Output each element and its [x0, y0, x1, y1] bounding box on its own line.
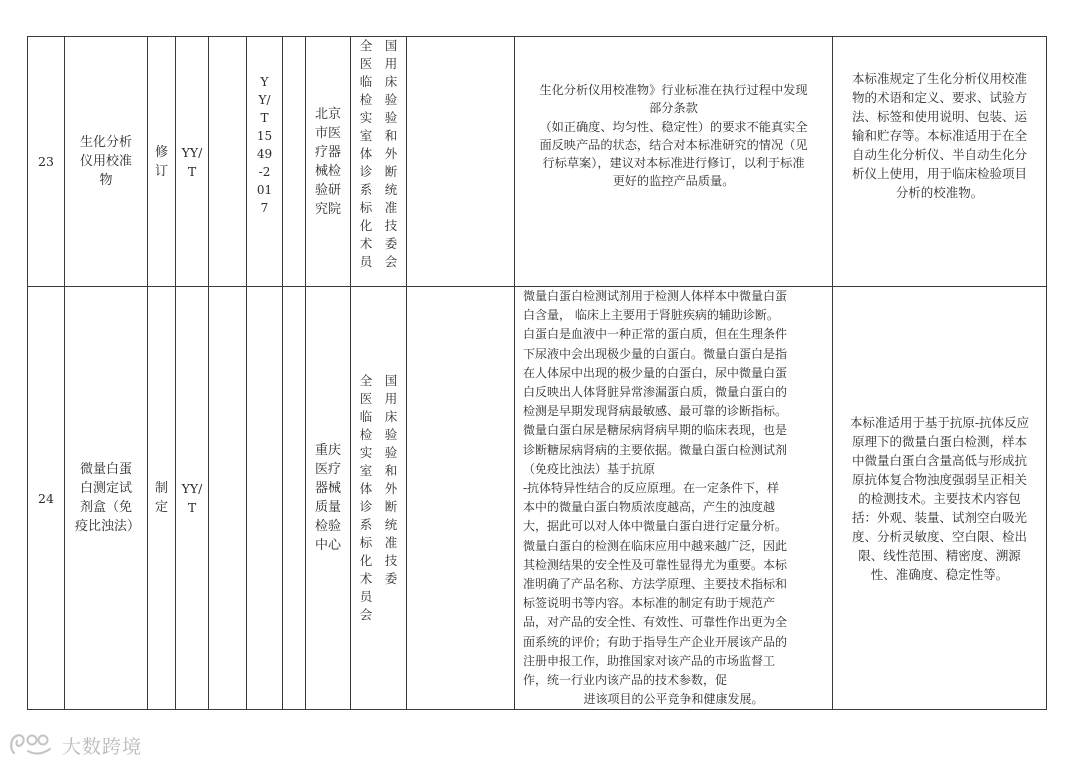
reason-line: 在人体尿中出现的极少量的白蛋白，尿中微量白蛋	[523, 365, 788, 380]
reason-line: 部分条款	[649, 101, 698, 116]
technical-committee	[351, 287, 407, 710]
code-prefix: YY/T	[176, 37, 209, 287]
watermark-text: 大数跨境	[62, 735, 143, 758]
reason-line: 面反映产品的状态，结合对本标准研究的情况（见	[539, 137, 808, 152]
technical-committee	[351, 37, 407, 287]
empty-cell	[407, 287, 515, 710]
standards-table	[27, 36, 1047, 710]
reason-line: 更好的监控产品质量。	[612, 174, 735, 189]
tc-text-right: 国用床验验和外断统准技委会	[384, 38, 398, 269]
standard-number	[247, 287, 283, 710]
row-number: 23	[28, 37, 65, 287]
reason-line: 进该项目的公平竞争和健康发展。	[583, 692, 764, 707]
empty-cell	[209, 287, 247, 710]
revision-reason	[515, 37, 833, 287]
reason-line: 面系统的评价；有助于指导生产企业开展该产品的	[523, 634, 788, 649]
empty-cell	[209, 37, 247, 287]
reason-line: 准明确了产品名称、方法学原理、主要技术指标和	[523, 577, 788, 592]
table-row	[28, 287, 1047, 710]
tc-text-left: 全医临检实室体诊系标化术员	[359, 38, 373, 269]
reason-line: 本中的微量白蛋白物质浓度越高，产生的浊度越	[523, 500, 776, 515]
reason-line: -抗体特异性结合的反应原理。在一定条件下，样	[523, 481, 780, 496]
reason-line: 诊断糖尿病肾病的主要依据。微量白蛋白检测试剂	[523, 442, 788, 457]
tc-column-right	[385, 372, 398, 624]
reason-line: 微量白蛋白的检测在临床应用中越来越广泛，因此	[523, 538, 788, 553]
brand-logo-icon	[8, 731, 56, 759]
reason-line: 微量白蛋白检测试剂用于检测人体样本中微量白蛋	[523, 289, 788, 303]
reason-line: 注册申报工作，助推国家对该产品的市场监督工	[523, 653, 776, 668]
formulation-reason	[515, 287, 833, 710]
standard-name: 生化分析仪用校准物	[65, 37, 148, 287]
reason-line: 标签说明书等内容。本标准的制定有助于规范产	[523, 596, 776, 611]
reason-line: 白含量， 临床上主要用于肾脏疾病的辅助诊断。	[523, 308, 779, 323]
reason-line: 品，对产品的安全性、有效性、可靠性作出更为全	[523, 615, 788, 630]
reason-line: 下尿液中会出现极少量的白蛋白。微量白蛋白是指	[523, 346, 788, 361]
reason-line: 其检测结果的安全性及可靠性显得尤为重要。本标	[523, 557, 788, 572]
reason-line: 作，统一行业内该产品的技术参数，促	[523, 673, 728, 688]
reason-line: （免疫比浊法）基于抗原	[523, 461, 656, 476]
tc-text-right: 国用床验验和外断统准技委	[384, 373, 398, 587]
reason-line: 大，据此可以对人体中微量白蛋白进行定量分析。	[523, 519, 788, 534]
drafting-unit: 重庆医疗器械质量检验中心	[306, 287, 351, 710]
drafting-unit: 北京市医疗器械检验研究院	[306, 37, 351, 287]
empty-cell	[407, 37, 515, 287]
project-type: 修订	[148, 37, 176, 287]
reason-line: 检测是早期发现肾病最敏感、最可靠的诊断指标。	[523, 404, 788, 419]
reason-line: 白蛋白是血液中一种正常的蛋白质，但在生理条件	[523, 327, 788, 342]
standard-scope: 本标准规定了生化分析仪用校准物的术语和定义、要求、试验方法、标签和使用说明、包装、运输和贮存等。本标准适用于在全自动生化分析仪、半自动生化分析仪上使用，用于临床检验项目分析的校准物。	[833, 37, 1047, 287]
code-prefix: YY/T	[176, 287, 209, 710]
standard-number: YY/T 1549-2017	[247, 37, 283, 287]
reason-line: （如正确度、均匀性、稳定性）的要求不能真实全	[539, 119, 808, 134]
empty-cell	[283, 37, 306, 287]
table-row	[28, 37, 1047, 287]
reason-line: 白反映出人体肾脏异常渗漏蛋白质，微量白蛋白的	[523, 385, 788, 400]
project-type: 制定	[148, 287, 176, 710]
standard-name: 微量白蛋白测定试剂盒（免疫比浊法）	[65, 287, 148, 710]
reason-line: 行标草案），建议对本标准进行修订，以利于标准	[542, 156, 805, 171]
tc-column-right	[385, 37, 398, 271]
standard-scope: 本标准适用于基于抗原-抗体反应原理下的微量白蛋白检测，样本中微量白蛋白含量高低与形成抗原抗体复合物浊度强弱呈正相关的检测技术。主要技术内容包括：外观、装量、试剂空白吸光度、分析灵敏度、空白限、检出限、线性范围、精密度、溯源性、准确度、稳定性等。	[833, 287, 1047, 710]
tc-text-left: 全医临检实室体诊系标化术员会	[359, 373, 373, 623]
watermark	[8, 731, 142, 759]
reason-line: 生化分析仪用校准物》行业标准在执行过程中发现	[539, 83, 808, 97]
row-number: 24	[28, 287, 65, 710]
reason-line: 微量白蛋白尿是糖尿病肾病早期的临床表现，也是	[523, 423, 788, 438]
tc-column-left	[360, 37, 373, 271]
tc-column-left	[360, 372, 373, 624]
empty-cell	[283, 287, 306, 710]
